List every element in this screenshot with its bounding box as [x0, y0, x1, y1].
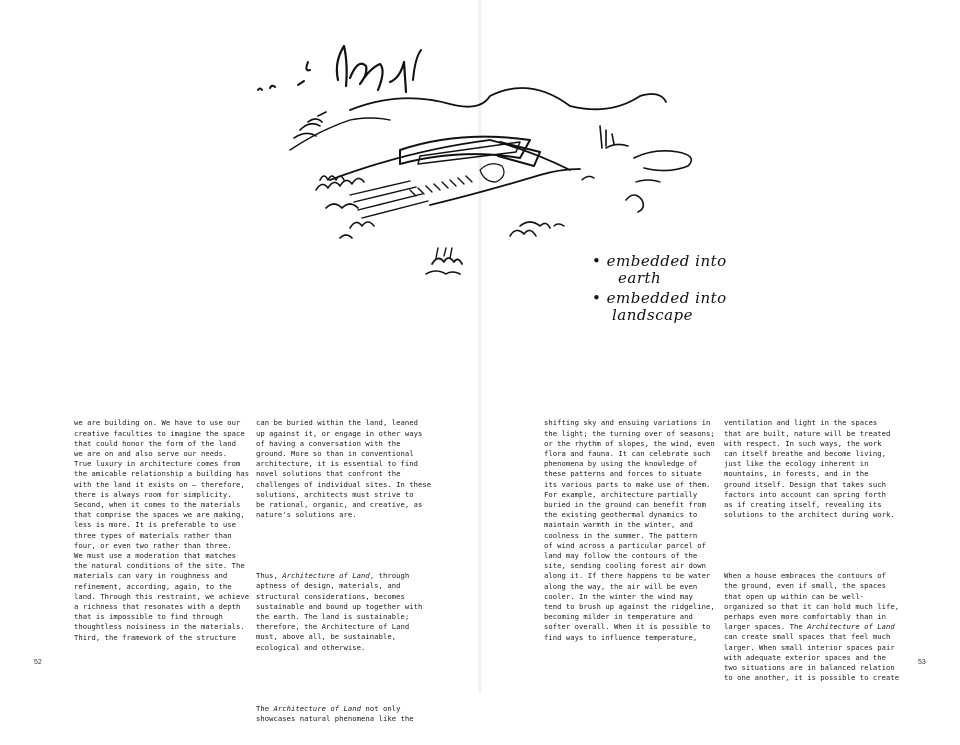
col2-p3-italic: Architecture of Land [273, 703, 362, 713]
page-number-left: 52 [34, 659, 42, 666]
col3-paragraph: shifting sky and ensuing variations in the light; the turning over of seasons; or the rhythm of slopes, the wind, even flora and fauna. It can celebrate such phenomena by using the knowledge of these patterns and forces to situate its various parts to make use of them. For example, architecture partially buried in the ground can benefit from the existing geothermal dynamics to maintain warmth in the winter, and coolness in the summer. The pattern of wind across a particular parcel of land may follow the contours of the site, sending cooling forest air down along it. If there happens to be water along the way, the air will be even cooler. In the winter the wind may tend to brush up against the ridgeline, becoming milder in temperature and softer overall. When it is possible to find ways to influence temperature, [544, 418, 715, 642]
col2-p2-text-b: , through aptness of design, materials, and structural considerations, becomes sustainable and bound up together with the earth. The land is sustainable; therefore, the Architecture of Land must, above all, be sustainable, ecological and otherwise. [256, 571, 423, 652]
col4-p2-text-b: can create small spaces that feel much larger. When small interior spaces pair with adequate exterior spaces and the two situations are in balanced relation to one another, it is possible to create [724, 632, 900, 683]
col4-p2-text-a: When a house embraces the contours of the ground, even if small, the spaces that open up within can be well- organized so that it can hold much life, perhaps even more comfortably than in larger spaces. The [724, 571, 900, 632]
text-column-3 [544, 398, 715, 663]
col2-paragraph-3 [256, 704, 431, 724]
text-column-4 [724, 398, 899, 704]
col2-p3-text-a: The [256, 703, 274, 713]
sketch-annotation-line-3: • embedded into [592, 289, 727, 307]
col2-p2-text-a: Thus, [256, 571, 283, 581]
col2-paragraph-1: can be buried within the land, leaned up against it, or engage in other ways of having a conversation with the ground. More so than in conventional architecture, it is essential to find novel solutions that confront the challenges of individual sites. In these solutions, architects must strive to be rational, organic, and creative, as nature's solutions are. [256, 418, 432, 520]
text-column-1 [74, 398, 249, 663]
sketch-annotation-line-2: earth [618, 269, 662, 287]
sketch-annotation-line-4: landscape [612, 306, 694, 324]
page-number-right: 53 [918, 659, 926, 666]
col1-paragraph: we are building on. We have to use our creative faculties to imagine the space that could honor the form of the land we are on and also serve our needs. True luxury in architecture comes from the amicable relationship a building has with the land it exists on – therefore, there is always room for simplicity. Second, when it comes to the materials that comprise the spaces we are making, less is more. It is preferable to use three types of materials rather than four, or even two rather than three. We must use a moderation that matches the natural conditions of the site. The materials can vary in roughness and refinement, according, again, to the land. Through this restraint, we achieve a richness that resonates with a depth that is impossible to find through thoughtless noisiness in the materials. Third, the framework of the structure [74, 418, 250, 642]
col4-paragraph-2 [724, 571, 899, 683]
col4-p2-italic: Architecture of Land [807, 622, 895, 632]
col2-p2-italic: Architecture of Land [282, 571, 370, 581]
col2-p3-text-b: not only showcases natural phenomena like the [256, 703, 414, 723]
sketch-annotation-line-1: • embedded into [592, 252, 727, 270]
col2-paragraph-2 [256, 571, 431, 653]
col4-paragraph-1: ventilation and light in the spaces that are built, nature will be treated with respect. In such ways, the work can itself breathe and become living, just like the ecology inherent in mountains, in forests, and in the ground itself. Design that takes such factors into account can spring forth as if creating itself, revealing its solutions to the architect during work. [724, 418, 895, 520]
